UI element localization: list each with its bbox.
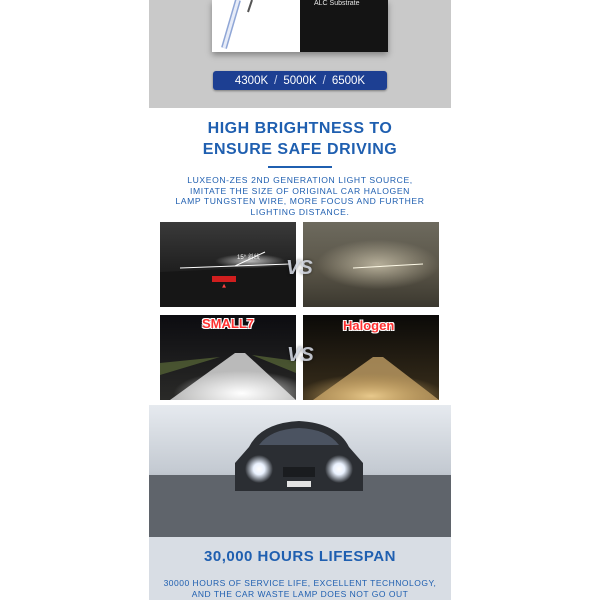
brightness-desc-line1: LUXEON-ZES 2ND GENERATION LIGHT SOURCE, (187, 175, 413, 185)
temp-separator: / (274, 74, 278, 87)
wall-beam-photo-small7 (160, 222, 296, 307)
brightness-desc-line3: LAMP TUNGSTEN WIRE, MORE FOCUS AND FURTHER (175, 196, 425, 206)
brightness-title-line2: ENSURE SAFE DRIVING (202, 141, 398, 158)
brightness-title-line1: HIGH BRIGHTNESS TO (207, 120, 393, 137)
lifespan-desc-line2: AND THE CAR WASTE LAMP DOES NOT GO OUT (191, 589, 409, 599)
wall-mark-label: 15° 斜线 (237, 255, 260, 261)
lifespan-desc (149, 578, 451, 600)
led-chip-illustration (208, 0, 268, 52)
car-headlight-photo (149, 405, 451, 537)
lifespan-title: 30,000 HOURS LIFESPAN (204, 548, 396, 565)
title-underline (268, 166, 332, 168)
svg-text:▲: ▲ (222, 283, 226, 289)
substrate-dark-half (300, 0, 388, 52)
brightness-desc-line4: LIGHTING DISTANCE. (250, 206, 350, 217)
vs-label-bottom: VS (287, 344, 314, 366)
color-temperature-bar (213, 71, 387, 90)
tag-small7: SMALL7 (202, 316, 254, 331)
temp-5000k: 5000K (283, 74, 317, 87)
brightness-desc-line2: IMITATE THE SIZE OF ORIGINAL CAR HALOGEN (190, 185, 410, 196)
temp-4300k: 4300K (234, 74, 269, 87)
lifespan-desc-line1: 30000 HOURS OF SERVICE LIFE, EXCELLENT TECHNOLOGY, (163, 578, 437, 588)
substrate-label: ALC Substrate (314, 0, 360, 7)
temp-6500k: 6500K (331, 74, 366, 87)
tag-halogen: Halogen (343, 318, 395, 333)
wall-beam-photo-halogen (303, 222, 439, 307)
temp-separator: / (322, 74, 326, 87)
vs-label-top: VS (286, 257, 313, 279)
